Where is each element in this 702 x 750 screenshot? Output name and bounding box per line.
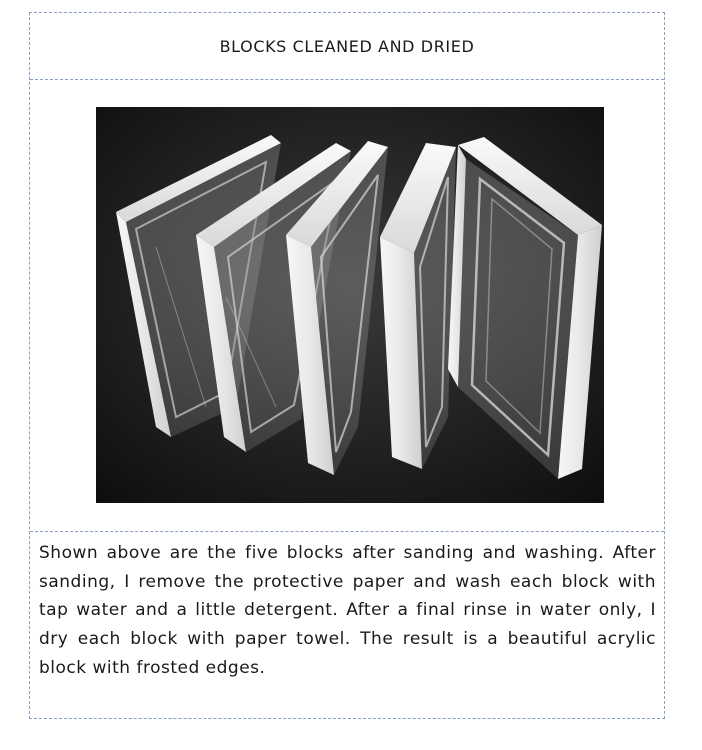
acrylic-blocks-photo [96, 107, 604, 503]
title-cell [30, 13, 664, 80]
caption-paragraph: Shown above are the five blocks after sanding and washing. After sanding, I remove the protective paper and wash each block with tap water and a little detergent. After a final rinse in water only, I dry each block with paper towel. The result is a beautiful acrylic block with frosted edges. [39, 543, 656, 678]
caption-cell [30, 532, 664, 718]
content-table [29, 12, 665, 719]
image-cell [30, 80, 664, 532]
section-title: BLOCKS CLEANED AND DRIED [219, 36, 475, 56]
